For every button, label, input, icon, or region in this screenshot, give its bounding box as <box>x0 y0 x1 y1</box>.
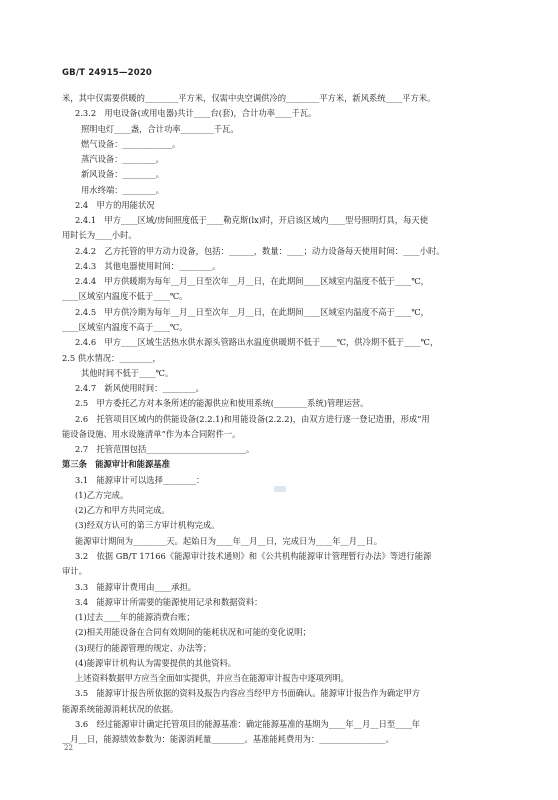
text-line: 2.5 甲方委托乙方对本条所述的能源供应和使用系统(________系统)管理运营。 <box>75 398 369 409</box>
text-line: 2.7 托管范围包括________________________。 <box>75 444 255 455</box>
text-line: 新风设备：________。 <box>81 169 164 180</box>
text-line: 2.4.1 甲方____区域/房间照度低于____勒克斯(lx)时，开启该区域内____型号照明灯具，每天使 <box>75 215 428 226</box>
text-line: 蒸汽设备：________。 <box>81 154 164 165</box>
text-line: 2.4 甲方的用能状况 <box>75 199 155 210</box>
text-line: 用水终端：________。 <box>81 184 164 195</box>
text-line: 3.6 经过能源审计确定托管项目的能源基准：确定能源基准的基期为____年__月__日至____年 <box>75 718 421 729</box>
document-body <box>62 91 502 747</box>
text-line: 2.4.7 新风使用时间：________。 <box>75 383 204 394</box>
text-line: (4)能源审计机构认为需要提供的其他资料。 <box>75 657 237 668</box>
text-line: 2.4.2 乙方托管的甲方动力设备，包括：______，数量：____；动力设备每天使用时间：____小时。 <box>75 245 445 256</box>
text-line: 其他时间不低于____℃。 <box>81 367 174 378</box>
text-line: 审计。 <box>62 566 87 577</box>
text-line: (3)现行的能源管理的规定、办法等； <box>75 642 212 653</box>
text-line: 3.4 能源审计所需要的能源使用记录和数据资料： <box>75 596 263 607</box>
text-line: ____区域室内温度不低于____℃。 <box>62 291 188 302</box>
text-line: 能源审计期间为________天。起始日为____年__月__日，完成日为____年__月__日。 <box>75 535 382 546</box>
text-line: 用时长为____小时。 <box>62 230 137 241</box>
text-line: 2.4.5 甲方供冷期为每年__月__日至次年__月__日，在此期间____区域室内温度不高于____℃， <box>75 306 429 317</box>
standard-header: GB/T 24915—2020 <box>62 68 153 78</box>
text-line: 2.3.2 用电设备(或用电器)共计____台(套)，合计功率____千瓦。 <box>75 108 317 119</box>
text-line: 2.5 供水情况：________， <box>62 352 161 363</box>
text-line: (2)乙方和甲方共同完成。 <box>75 505 170 516</box>
text-line: (1)乙方完成。 <box>75 489 129 500</box>
scan-mark-icon <box>274 486 286 492</box>
text-line: 燃气设备：____________。 <box>81 138 181 149</box>
text-line: ____区域室内温度不高于____℃。 <box>62 321 188 332</box>
text-line: 能源系统能源消耗状况的依据。 <box>62 703 179 714</box>
text-line: 第三条 能源审计和能源基准 <box>62 459 170 470</box>
text-line: 上述资料数据甲方应当全面如实提供，并应当在能源审计报告中逐项列明。 <box>75 673 349 684</box>
text-line: 2.4.3 其他电器使用时间：________。 <box>75 260 221 271</box>
text-line: 2.4.6 甲方____区域生活热水供水源头管路出水温度供暖期不低于____℃，供冷期不低于____℃， <box>75 337 439 348</box>
text-line: __月__日，能源绩效参数为：能源消耗量________。基准能耗费用为：________________。 <box>62 734 394 745</box>
page-number: 22 <box>64 744 73 752</box>
text-line: 3.2 依据 GB/T 17166《能源审计技术通则》和《公共机构能源审计管理暂行办法》等进行能源 <box>75 550 432 561</box>
text-line: 照明电灯____盏，合计功率________千瓦。 <box>81 123 239 134</box>
text-line: 3.3 能源审计费用由____承担。 <box>75 581 197 592</box>
text-line: (3)经双方认可的第三方审计机构完成。 <box>75 520 220 531</box>
text-line: 能设备设施、用水设施清单”作为本合同附件一。 <box>62 428 241 439</box>
text-line: 2.4.4 甲方供暖期为每年__月__日至次年__月__日，在此期间____区域室内温度不低于____℃， <box>75 276 429 287</box>
text-line: (1)过去____年的能源消费台账； <box>75 612 195 623</box>
text-line: 2.6 托管项目区域内的供能设备(2.2.1)和用能设备(2.2.2)，由双方进行逐一登记造册，形成“用 <box>75 413 430 424</box>
text-line: 3.5 能源审计报告所依据的资料及报告内容应当经甲方书面确认。能源审计报告作为确定甲方 <box>75 688 421 699</box>
text-line: 3.1 能源审计可以选择________： <box>75 474 205 485</box>
text-line: 米，其中仅需要供暖的________平方米，仅需中央空调供冷的________平方米，新风系统____平方米。 <box>62 93 436 103</box>
text-line: (2)相关用能设备在合同有效期间的能耗状况和可能的变化说明； <box>75 627 311 638</box>
